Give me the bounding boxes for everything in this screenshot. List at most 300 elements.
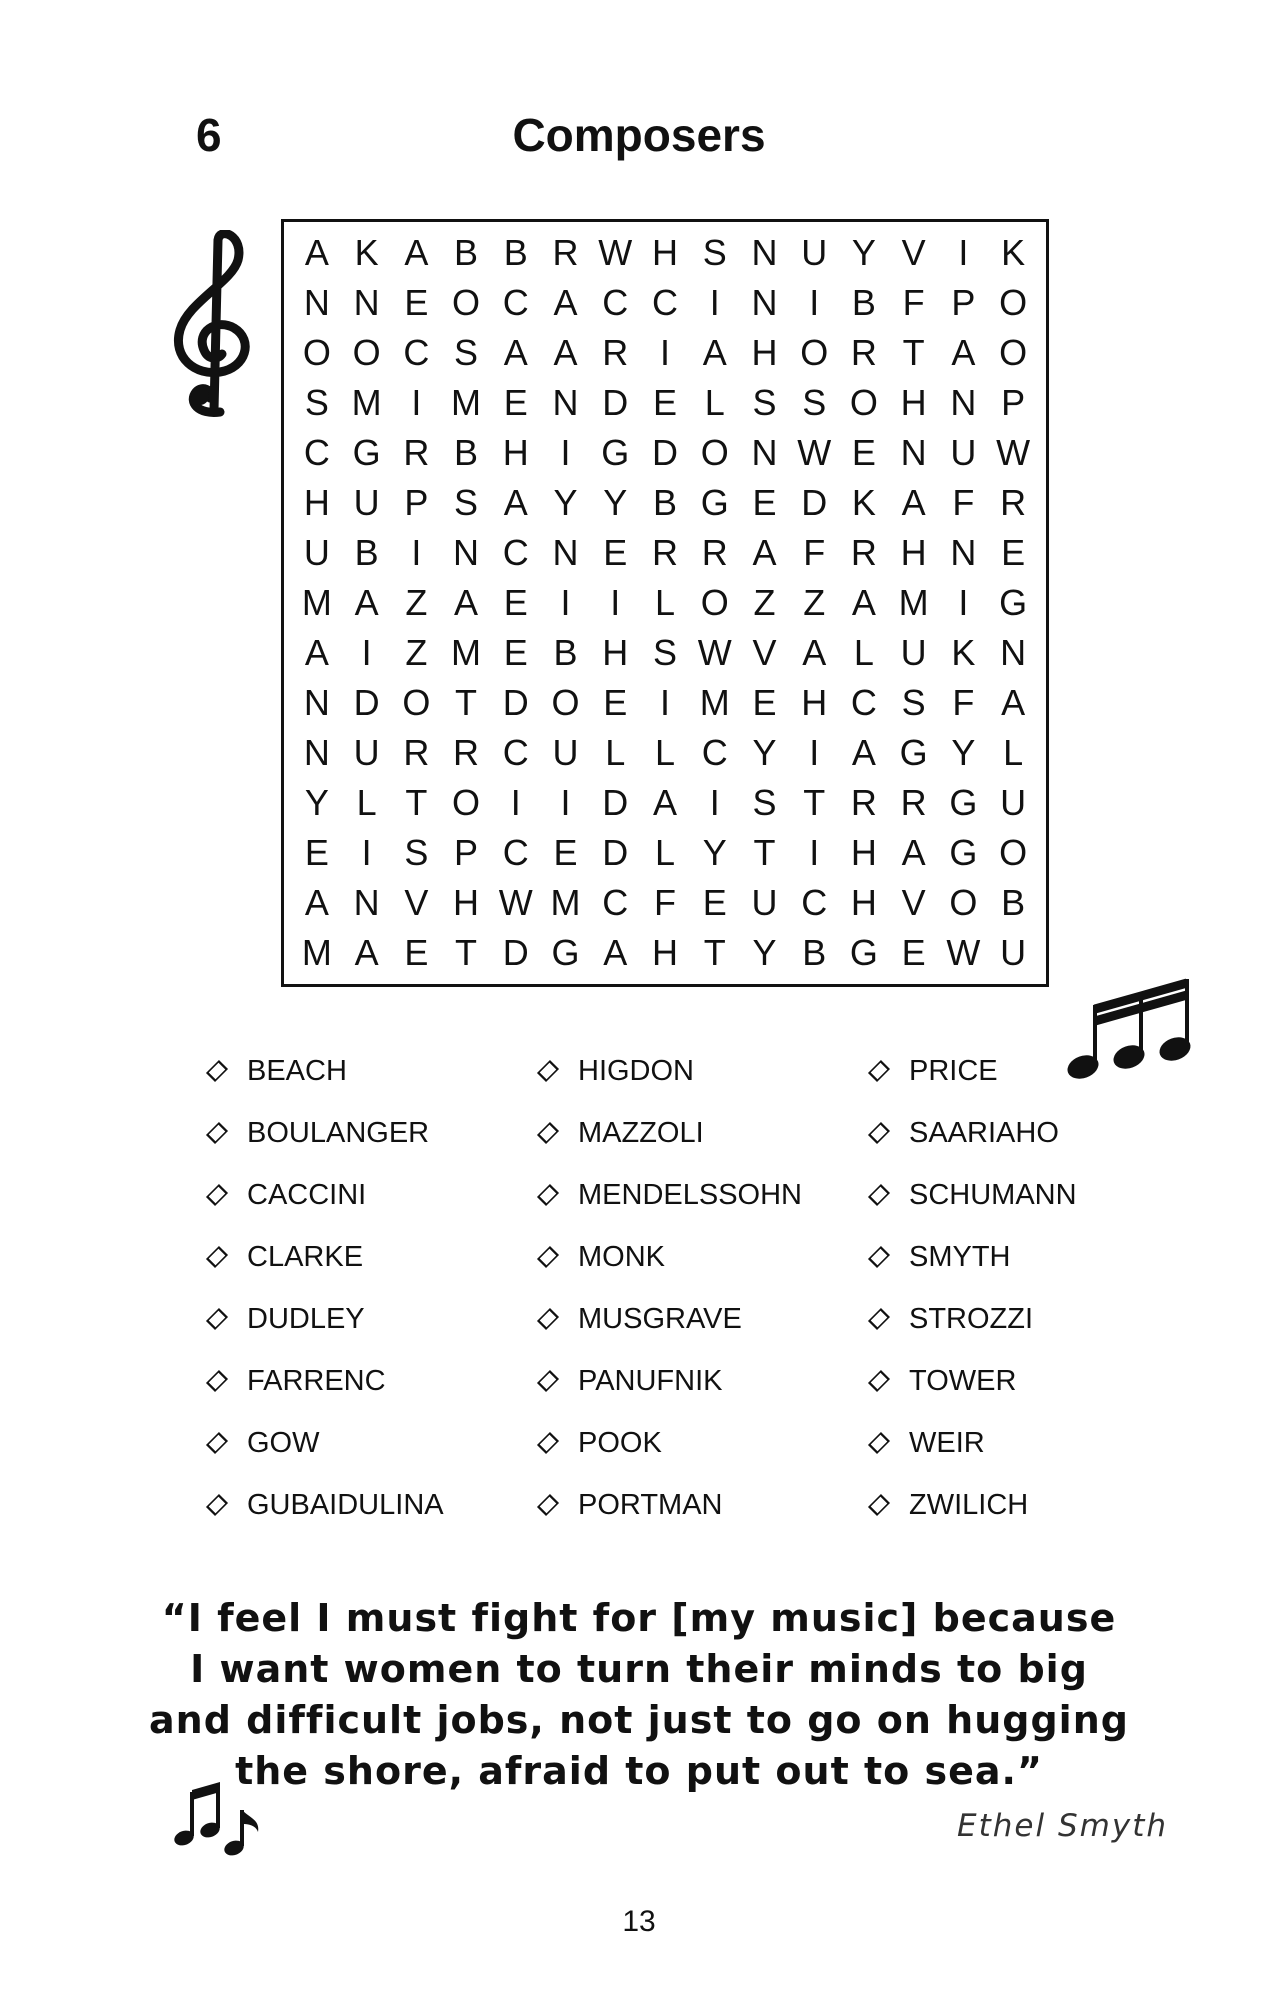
grid-cell: I (610, 582, 621, 623)
grid-cell: H (801, 682, 828, 723)
quote (0, 1593, 1278, 1797)
grid-cell: U (801, 232, 828, 273)
grid-cell: L (1003, 732, 1024, 773)
grid-cell: I (560, 432, 571, 473)
word-label: BOULANGER (247, 1116, 430, 1149)
grid-cell: B (454, 232, 479, 273)
grid-cell: L (853, 632, 874, 673)
quote-author: Ethel Smyth (957, 1808, 1168, 1844)
grid-cell: E (503, 582, 528, 623)
grid-cell: I (709, 282, 720, 323)
grid-cell: F (653, 882, 676, 923)
grid-cell: N (353, 282, 380, 323)
grid-cell: I (361, 632, 372, 673)
word-search-grid (281, 219, 1049, 987)
word-label: PANUFNIK (578, 1364, 723, 1397)
grid-cell: H (751, 332, 778, 373)
grid-cell: A (752, 532, 777, 573)
grid-cell: U (950, 432, 977, 473)
grid-cell: I (659, 682, 670, 723)
diamond-icon (537, 1184, 559, 1206)
grid-cell: E (404, 282, 429, 323)
grid-cell: A (851, 732, 876, 773)
grid-cell: S (802, 382, 827, 423)
grid-cell: C (303, 432, 330, 473)
grid-cell: R (403, 732, 430, 773)
grid-cell: F (803, 532, 826, 573)
grid-cell: I (411, 532, 422, 573)
grid-cell: S (304, 382, 329, 423)
grid-cell: O (949, 882, 978, 923)
word-label: TOWER (909, 1364, 1017, 1397)
grid-cell: E (503, 382, 528, 423)
grid-cell: A (652, 782, 677, 823)
grid-cell: L (654, 732, 675, 773)
grid-cell: E (752, 482, 777, 523)
grid-cell: T (703, 932, 726, 973)
word-column (536, 1040, 867, 1536)
grid-cell: G (700, 482, 729, 523)
grid-cell: W (946, 932, 981, 973)
grid-cell: T (902, 332, 925, 373)
grid-cell: H (900, 382, 927, 423)
grid-cell: O (452, 782, 481, 823)
word-item (867, 1288, 1105, 1350)
grid-cell: L (654, 582, 675, 623)
grid-cell: E (553, 832, 578, 873)
diamond-icon (537, 1060, 559, 1082)
grid-cell: L (704, 382, 725, 423)
grid-cell: H (303, 482, 330, 523)
grid-cell: D (353, 682, 380, 723)
word-item (867, 1164, 1105, 1226)
grid-cell: M (451, 382, 482, 423)
grid-cell: R (552, 232, 579, 273)
word-column (205, 1040, 536, 1536)
grid-cell: P (404, 482, 429, 523)
grid-cell: I (958, 582, 969, 623)
grid-cell: I (809, 282, 820, 323)
grid-cell: Y (553, 482, 578, 523)
grid-cell: U (303, 532, 330, 573)
grid-cell: I (659, 332, 670, 373)
grid-cell: N (751, 432, 778, 473)
grid-cell: Z (753, 582, 776, 623)
word-label: SCHUMANN (909, 1178, 1077, 1211)
word-item (536, 1288, 867, 1350)
grid-cell: H (850, 882, 877, 923)
diamond-icon (537, 1246, 559, 1268)
grid-cell: E (603, 532, 628, 573)
grid-cell: U (751, 882, 778, 923)
grid-cell: P (1001, 382, 1026, 423)
grid-cell: D (602, 832, 629, 873)
grid-cell: E (752, 682, 777, 723)
grid-cell: G (849, 932, 878, 973)
grid-cell: I (560, 782, 571, 823)
grid-cell: A (951, 332, 976, 373)
grid-cell: H (602, 632, 629, 673)
grid-cell: I (958, 232, 969, 273)
grid-cell: S (901, 682, 926, 723)
grid-cell: C (801, 882, 828, 923)
grid-cell: I (510, 782, 521, 823)
grid-cell: A (503, 482, 528, 523)
grid-cell: G (352, 432, 381, 473)
diamond-icon (537, 1370, 559, 1392)
word-label: ZWILICH (909, 1488, 1029, 1521)
grid-cell: E (503, 632, 528, 673)
grid-cell: O (352, 332, 381, 373)
diamond-icon (206, 1308, 228, 1330)
diamond-icon (206, 1494, 228, 1516)
grid-cell: O (999, 332, 1028, 373)
grid-cell: Y (752, 932, 777, 973)
word-item (536, 1474, 867, 1536)
grid-cell: R (850, 782, 877, 823)
diamond-icon (868, 1308, 890, 1330)
word-label: POOK (578, 1426, 662, 1459)
grid-cell: C (651, 282, 678, 323)
grid-cell: N (353, 882, 380, 923)
grid-cell: S (404, 832, 429, 873)
grid-cell: A (851, 582, 876, 623)
grid-cell: R (701, 532, 728, 573)
grid-cell: H (453, 882, 480, 923)
grid-cell: N (751, 282, 778, 323)
word-item (867, 1474, 1105, 1536)
word-item (205, 1474, 536, 1536)
grid-cell: Y (851, 232, 876, 273)
grid-cell: N (552, 532, 579, 573)
grid-cell: C (403, 332, 430, 373)
diamond-icon (537, 1432, 559, 1454)
diamond-icon (537, 1494, 559, 1516)
grid-cell: G (999, 582, 1028, 623)
grid-cell: E (304, 832, 329, 873)
grid-cell: D (602, 782, 629, 823)
grid-cell: Y (603, 482, 628, 523)
grid-cell: N (950, 382, 977, 423)
grid-cell: D (801, 482, 828, 523)
grid-cell: N (453, 532, 480, 573)
word-label: DUDLEY (247, 1302, 365, 1335)
word-label: HIGDON (578, 1054, 694, 1087)
grid-cell: M (898, 582, 929, 623)
grid-cell: S (752, 782, 777, 823)
word-item (536, 1040, 867, 1102)
grid-cell: W (697, 632, 732, 673)
diamond-icon (537, 1122, 559, 1144)
grid-cell: Y (702, 832, 727, 873)
word-label: MONK (578, 1240, 665, 1273)
grid-cell: N (950, 532, 977, 573)
grid-cell: O (302, 332, 331, 373)
diamond-icon (206, 1122, 228, 1144)
grid-cell: R (900, 782, 927, 823)
grid-cell: A (802, 632, 827, 673)
grid-cell: O (700, 432, 729, 473)
grid-cell: A (553, 282, 578, 323)
grid-cell: U (552, 732, 579, 773)
grid-cell: N (303, 732, 330, 773)
grid-cell: Z (803, 582, 826, 623)
word-label: GUBAIDULINA (247, 1488, 444, 1521)
grid-cell: M (301, 932, 332, 973)
grid-cell: B (652, 482, 677, 523)
word-item (536, 1164, 867, 1226)
grid-cell: M (550, 882, 581, 923)
grid-cell: E (851, 432, 876, 473)
grid-cell: A (901, 832, 926, 873)
word-item (205, 1412, 536, 1474)
grid-cell: U (353, 732, 380, 773)
word-label: MAZZOLI (578, 1116, 704, 1149)
grid-cell: D (502, 932, 529, 973)
grid-cell: D (502, 682, 529, 723)
grid-cell: N (303, 282, 330, 323)
diamond-icon (206, 1370, 228, 1392)
grid-cell: F (902, 282, 925, 323)
quote-line: “I feel I must fight for [my music] because (161, 1596, 1117, 1640)
puzzle-title: Composers (512, 109, 766, 161)
diamond-icon (868, 1370, 890, 1392)
grid-cell: T (405, 782, 428, 823)
grid-cell: M (301, 582, 332, 623)
grid-cell: K (851, 482, 876, 523)
word-label: BEACH (247, 1054, 347, 1087)
grid-cell: H (651, 932, 678, 973)
grid-cell: H (850, 832, 877, 873)
grid-cell: S (652, 632, 677, 673)
grid-cell: V (901, 882, 926, 923)
grid-cell: H (900, 532, 927, 573)
grid-cell: E (702, 882, 727, 923)
grid-cell: B (454, 432, 479, 473)
grid-cell: O (999, 832, 1028, 873)
grid-cell: A (603, 932, 628, 973)
grid-cell: W (498, 882, 533, 923)
grid-cell: L (654, 832, 675, 873)
word-item (205, 1350, 536, 1412)
grid-cell: E (1001, 532, 1026, 573)
diamond-icon (206, 1060, 228, 1082)
grid-cell: A (1001, 682, 1026, 723)
grid-cell: D (602, 382, 629, 423)
grid-cell: O (402, 682, 431, 723)
grid-cell: Y (951, 732, 976, 773)
grid-cell: V (752, 632, 777, 673)
grid-cell: H (502, 432, 529, 473)
grid-cell: O (800, 332, 829, 373)
grid-cell: E (901, 932, 926, 973)
grid-cell: B (553, 632, 578, 673)
grid-cell: M (351, 382, 382, 423)
grid-cell: T (455, 932, 478, 973)
grid-cell: W (598, 232, 633, 273)
grid-cell: N (900, 432, 927, 473)
word-label: CLARKE (247, 1240, 364, 1273)
grid-cell: A (901, 482, 926, 523)
grid-cell: I (361, 832, 372, 873)
word-label: FARRENC (247, 1364, 386, 1397)
grid-cell: C (502, 732, 529, 773)
word-item (536, 1226, 867, 1288)
grid-cell: R (602, 332, 629, 373)
grid-cell: U (1000, 782, 1027, 823)
grid-cell: E (404, 932, 429, 973)
grid-cell: C (701, 732, 728, 773)
word-item (205, 1288, 536, 1350)
grid-cell: A (354, 582, 379, 623)
word-item (205, 1226, 536, 1288)
grid-cell: W (797, 432, 832, 473)
grid-cell: R (651, 532, 678, 573)
grid-cell: G (899, 732, 928, 773)
grid-cell: Z (405, 632, 428, 673)
grid-cell: O (551, 682, 580, 723)
grid-cell: T (455, 682, 478, 723)
grid-cell: I (809, 832, 820, 873)
grid-cell: Y (752, 732, 777, 773)
grid-cell: R (850, 532, 877, 573)
word-label: PRICE (909, 1054, 998, 1087)
grid-cell: C (602, 282, 629, 323)
grid-cell: I (809, 732, 820, 773)
diamond-icon (868, 1060, 890, 1082)
grid-cell: I (560, 582, 571, 623)
grid-cell: G (601, 432, 630, 473)
grid-cell: G (949, 832, 978, 873)
diamond-icon (206, 1246, 228, 1268)
grid-cell: C (850, 682, 877, 723)
letter-grid (292, 228, 1038, 978)
grid-cell: E (652, 382, 677, 423)
grid-cell: U (353, 482, 380, 523)
grid-cell: K (1001, 232, 1026, 273)
grid-cell: S (454, 482, 479, 523)
diamond-icon (206, 1432, 228, 1454)
word-item (867, 1412, 1105, 1474)
grid-cell: I (411, 382, 422, 423)
grid-cell: F (952, 482, 975, 523)
grid-cell: M (699, 682, 730, 723)
grid-cell: F (952, 682, 975, 723)
word-label: WEIR (909, 1426, 985, 1459)
grid-cell: A (553, 332, 578, 373)
grid-cell: K (354, 232, 379, 273)
quote-line: I want women to turn their minds to big (190, 1647, 1088, 1691)
grid-cell: B (354, 532, 379, 573)
grid-cell: B (802, 932, 827, 973)
grid-cell: O (700, 582, 729, 623)
grid-cell: V (901, 232, 926, 273)
grid-cell: I (709, 782, 720, 823)
grid-cell: B (503, 232, 528, 273)
diamond-icon (868, 1494, 890, 1516)
grid-cell: N (303, 682, 330, 723)
grid-cell: S (702, 232, 727, 273)
word-item (867, 1040, 1105, 1102)
quote-line: and difficult jobs, not just to go on hugging (149, 1698, 1129, 1742)
grid-cell: E (603, 682, 628, 723)
word-list (205, 1040, 1105, 1536)
word-label: STROZZI (909, 1302, 1034, 1335)
word-item (205, 1040, 536, 1102)
word-item (205, 1164, 536, 1226)
grid-cell: V (404, 882, 429, 923)
grid-cell: O (999, 282, 1028, 323)
word-label: MUSGRAVE (578, 1302, 742, 1335)
word-item (536, 1412, 867, 1474)
grid-cell: A (304, 882, 329, 923)
grid-cell: A (304, 632, 329, 673)
word-label: GOW (247, 1426, 320, 1459)
grid-cell: L (605, 732, 626, 773)
grid-cell: L (356, 782, 377, 823)
word-item (867, 1226, 1105, 1288)
diamond-icon (868, 1246, 890, 1268)
grid-cell: R (403, 432, 430, 473)
grid-cell: U (900, 632, 927, 673)
grid-cell: N (1000, 632, 1027, 673)
word-item (536, 1350, 867, 1412)
page-number: 13 (622, 1905, 656, 1938)
grid-cell: P (951, 282, 976, 323)
grid-cell: N (751, 232, 778, 273)
grid-cell: B (1001, 882, 1026, 923)
word-item (867, 1102, 1105, 1164)
grid-cell: M (451, 632, 482, 673)
word-label: SAARIAHO (909, 1116, 1059, 1149)
grid-cell: R (453, 732, 480, 773)
grid-cell: O (849, 382, 878, 423)
grid-cell: G (551, 932, 580, 973)
diamond-icon (206, 1184, 228, 1206)
word-item (536, 1102, 867, 1164)
grid-cell: S (454, 332, 479, 373)
grid-cell: A (454, 582, 479, 623)
quote-line: the shore, afraid to put out to sea.” (235, 1749, 1043, 1793)
word-label: SMYTH (909, 1240, 1011, 1273)
grid-cell: U (1000, 932, 1027, 973)
grid-cell: C (502, 832, 529, 873)
treble-clef-icon (158, 230, 268, 420)
grid-cell: T (753, 832, 776, 873)
grid-cell: R (850, 332, 877, 373)
grid-cell: N (552, 382, 579, 423)
word-item (867, 1350, 1105, 1412)
diamond-icon (537, 1308, 559, 1330)
diamond-icon (868, 1432, 890, 1454)
word-column (867, 1040, 1105, 1536)
grid-cell: K (951, 632, 976, 673)
grid-cell: Z (405, 582, 428, 623)
grid-cell: A (304, 232, 329, 273)
grid-cell: C (502, 282, 529, 323)
grid-cell: A (702, 332, 727, 373)
diamond-icon (868, 1184, 890, 1206)
grid-cell: C (602, 882, 629, 923)
grid-cell: S (752, 382, 777, 423)
grid-cell: A (404, 232, 429, 273)
word-label: MENDELSSOHN (578, 1178, 802, 1211)
word-item (205, 1102, 536, 1164)
grid-cell: A (354, 932, 379, 973)
grid-cell: D (651, 432, 678, 473)
grid-cell: R (1000, 482, 1027, 523)
grid-cell: T (803, 782, 826, 823)
